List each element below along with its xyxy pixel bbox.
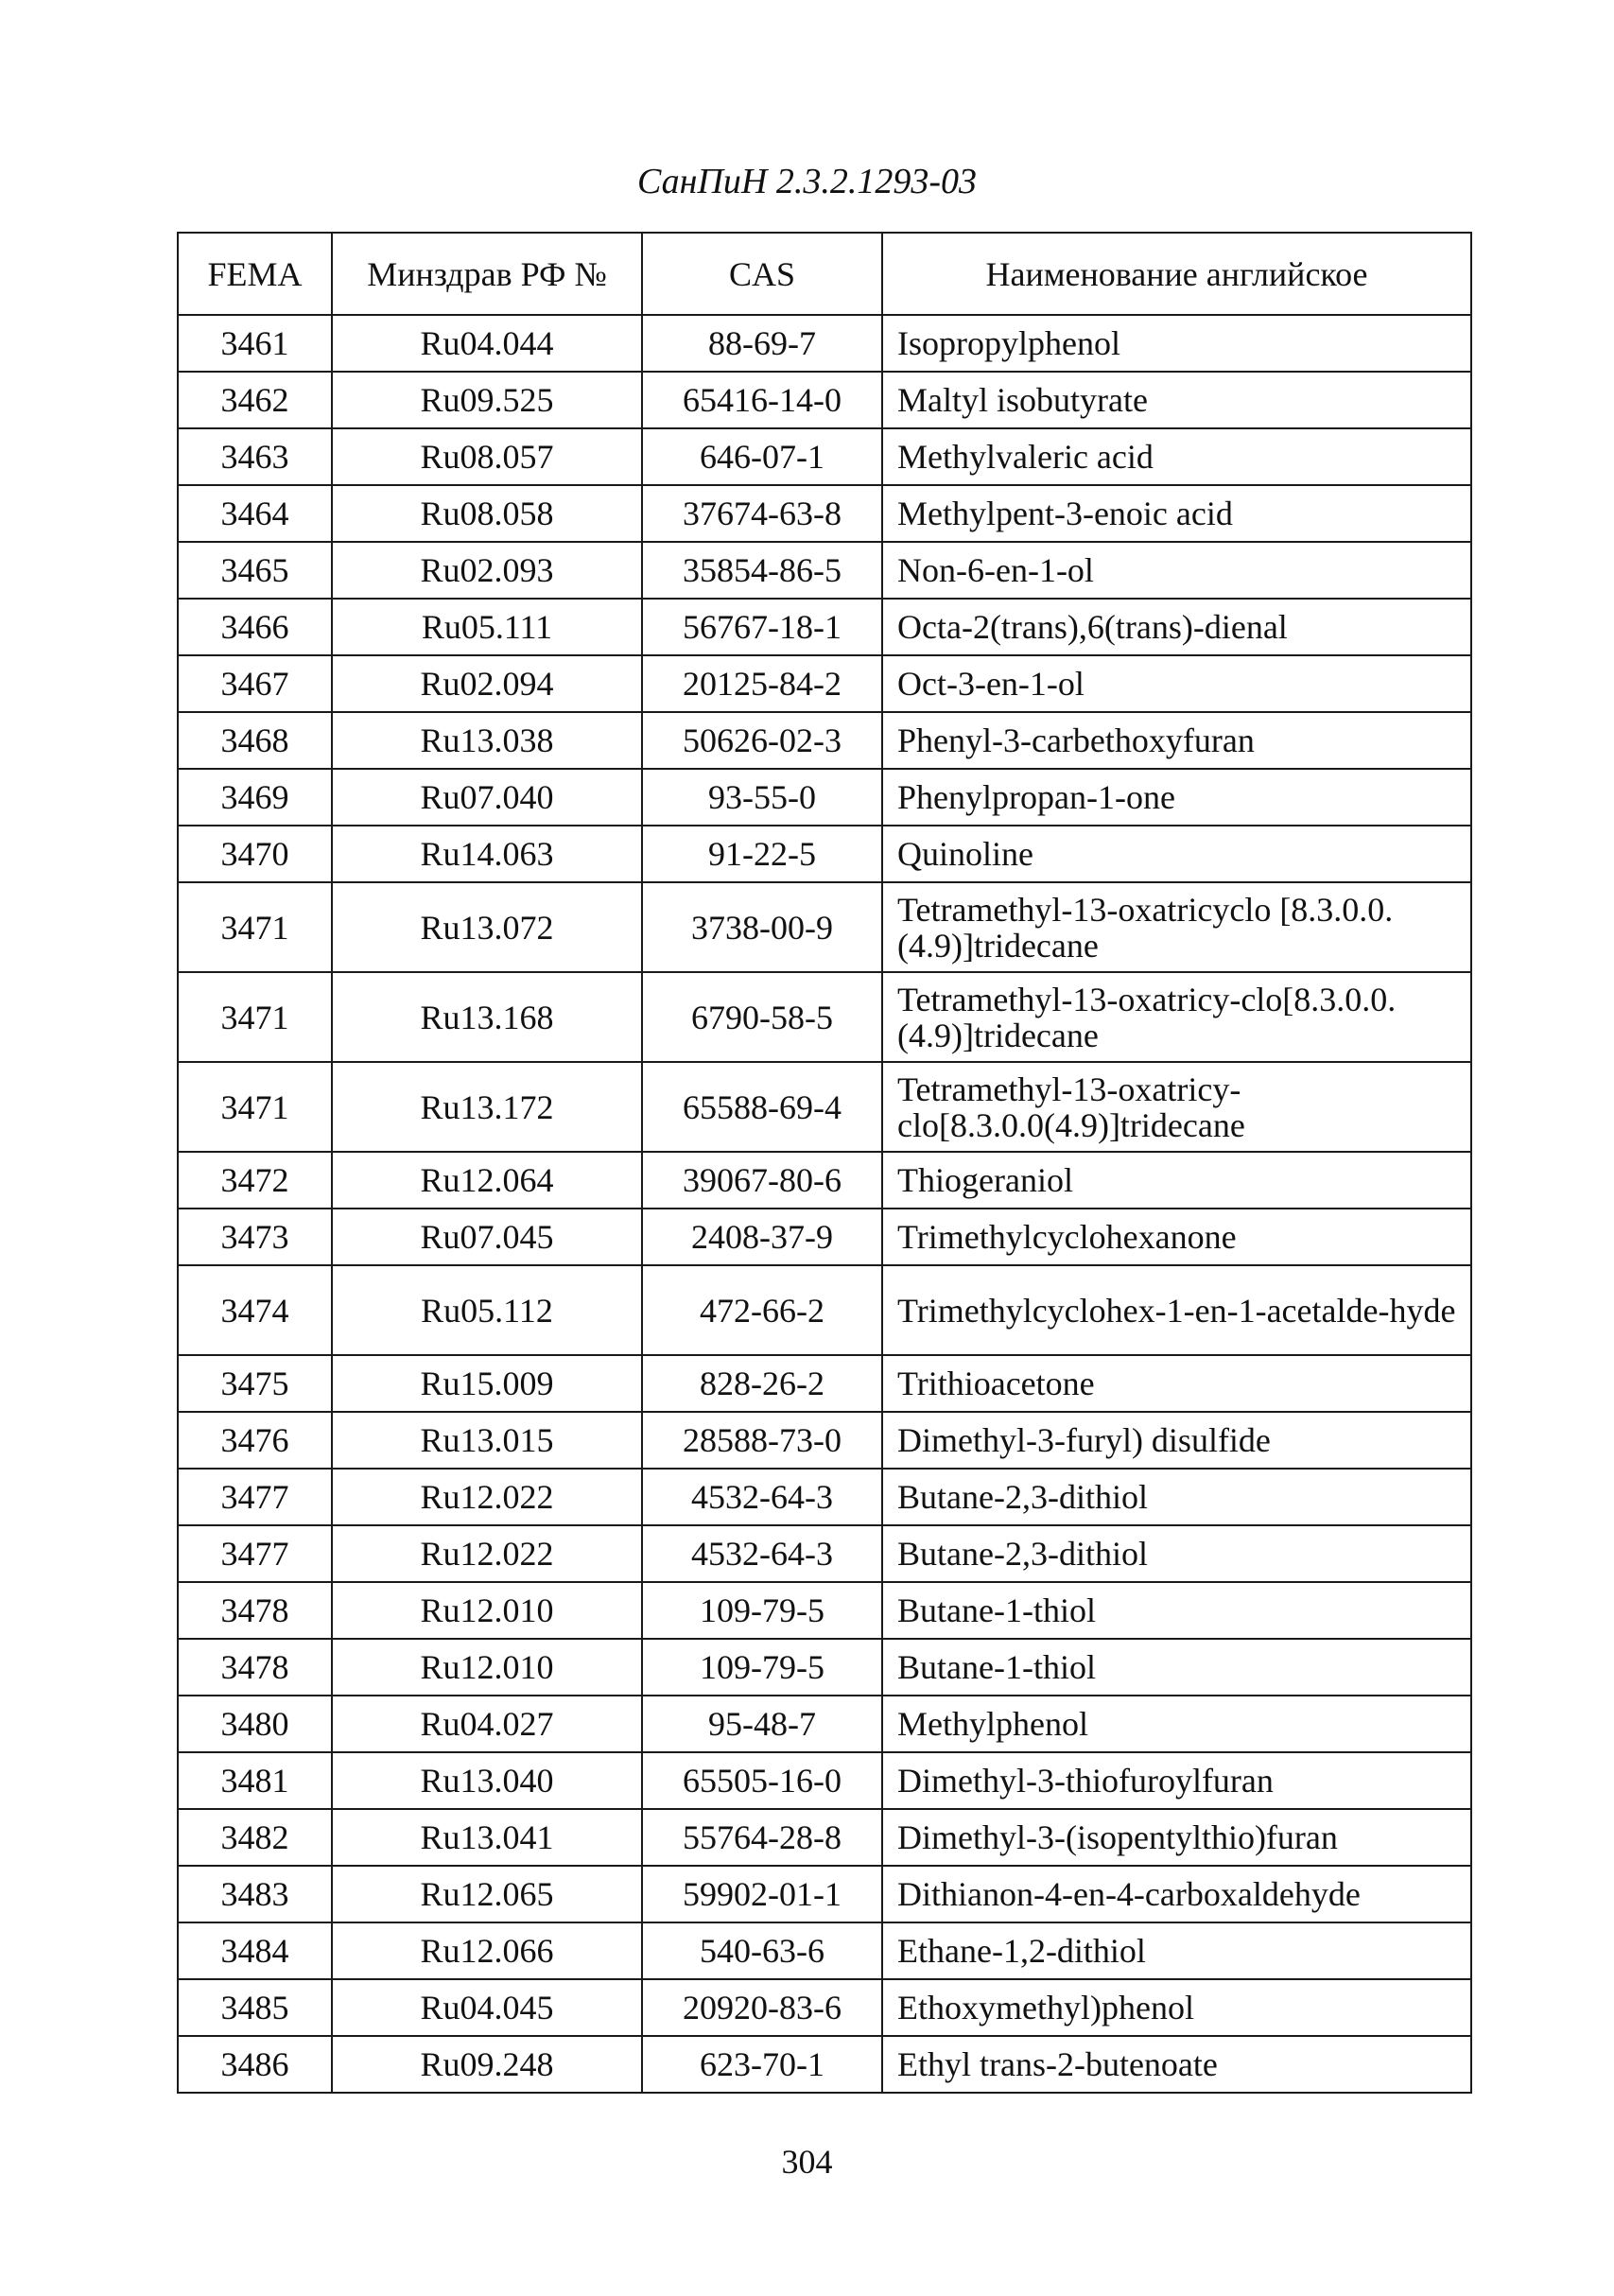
cell-fema: 3485 (178, 1979, 332, 2036)
cell-english-name: Trimethylcyclohexanone (882, 1209, 1471, 1265)
cell-minzdrav: Ru13.038 (332, 712, 642, 769)
column-header-fema: FEMA (178, 233, 332, 315)
cell-english-name: Phenylpropan-1-one (882, 769, 1471, 826)
cell-minzdrav: Ru13.015 (332, 1412, 642, 1469)
table-header-row (178, 233, 1471, 315)
cell-minzdrav: Ru13.041 (332, 1809, 642, 1866)
cell-fema: 3472 (178, 1152, 332, 1209)
cell-fema: 3463 (178, 428, 332, 485)
cell-minzdrav: Ru07.040 (332, 769, 642, 826)
cell-fema: 3461 (178, 315, 332, 372)
table-row (178, 1696, 1471, 1752)
table-row (178, 599, 1471, 655)
cell-fema: 3482 (178, 1809, 332, 1866)
cell-cas: 109-79-5 (642, 1582, 882, 1639)
cell-cas: 20125-84-2 (642, 655, 882, 712)
cell-fema: 3480 (178, 1696, 332, 1752)
column-header-cas: CAS (642, 233, 882, 315)
cell-minzdrav: Ru02.094 (332, 655, 642, 712)
cell-minzdrav: Ru14.063 (332, 826, 642, 882)
cell-fema: 3471 (178, 972, 332, 1062)
cell-english-name: Butane-1-thiol (882, 1582, 1471, 1639)
cell-english-name: Maltyl isobutyrate (882, 372, 1471, 428)
cell-fema: 3464 (178, 485, 332, 542)
cell-fema: 3478 (178, 1582, 332, 1639)
cell-fema: 3469 (178, 769, 332, 826)
cell-english-name: Methylphenol (882, 1696, 1471, 1752)
cell-cas: 95-48-7 (642, 1696, 882, 1752)
table-row (178, 1866, 1471, 1922)
cell-cas: 91-22-5 (642, 826, 882, 882)
cell-english-name: Trimethylcyclohex-1-en-1-acetalde-hyde (882, 1265, 1471, 1355)
table-row (178, 1469, 1471, 1525)
cell-fema: 3462 (178, 372, 332, 428)
cell-cas: 37674-63-8 (642, 485, 882, 542)
cell-minzdrav: Ru13.168 (332, 972, 642, 1062)
cell-cas: 472-66-2 (642, 1265, 882, 1355)
cell-cas: 65505-16-0 (642, 1752, 882, 1809)
cell-minzdrav: Ru07.045 (332, 1209, 642, 1265)
cell-english-name: Octa-2(trans),6(trans)-dienal (882, 599, 1471, 655)
table-row (178, 485, 1471, 542)
cell-cas: 20920-83-6 (642, 1979, 882, 2036)
cell-english-name: Butane-2,3-dithiol (882, 1469, 1471, 1525)
cell-cas: 35854-86-5 (642, 542, 882, 599)
cell-english-name: Tetramethyl-13-oxatricyclo [8.3.0.0.(4.9)]tridecane (882, 882, 1471, 972)
table-row (178, 428, 1471, 485)
cell-fema: 3468 (178, 712, 332, 769)
cell-cas: 4532-64-3 (642, 1525, 882, 1582)
cell-minzdrav: Ru05.111 (332, 599, 642, 655)
cell-minzdrav: Ru12.022 (332, 1525, 642, 1582)
cell-english-name: Methylpent-3-enoic acid (882, 485, 1471, 542)
cell-cas: 88-69-7 (642, 315, 882, 372)
cell-fema: 3467 (178, 655, 332, 712)
cell-minzdrav: Ru04.045 (332, 1979, 642, 2036)
table-row (178, 1525, 1471, 1582)
cell-cas: 65588-69-4 (642, 1062, 882, 1152)
cell-cas: 109-79-5 (642, 1639, 882, 1696)
cell-fema: 3466 (178, 599, 332, 655)
cell-minzdrav: Ru13.072 (332, 882, 642, 972)
cell-english-name: Butane-1-thiol (882, 1639, 1471, 1696)
cell-english-name: Trithioacetone (882, 1355, 1471, 1412)
page-title: СанПиН 2.3.2.1293-03 (637, 162, 977, 201)
table-row (178, 882, 1471, 972)
cell-cas: 93-55-0 (642, 769, 882, 826)
cell-english-name: Tetramethyl-13-oxatricy-clo[8.3.0.0.(4.9)]tridecane (882, 972, 1471, 1062)
cell-fema: 3476 (178, 1412, 332, 1469)
cell-english-name: Thiogeraniol (882, 1152, 1471, 1209)
cell-fema: 3477 (178, 1525, 332, 1582)
cell-english-name: Ethane-1,2-dithiol (882, 1922, 1471, 1979)
cell-minzdrav: Ru12.010 (332, 1582, 642, 1639)
table-row (178, 2036, 1471, 2093)
table-row (178, 1809, 1471, 1866)
column-header-english-name: Наименование английское (882, 233, 1471, 315)
cell-minzdrav: Ru08.057 (332, 428, 642, 485)
table-row (178, 655, 1471, 712)
cell-cas: 623-70-1 (642, 2036, 882, 2093)
data-table (177, 232, 1472, 2094)
cell-minzdrav: Ru15.009 (332, 1355, 642, 1412)
cell-fema: 3473 (178, 1209, 332, 1265)
cell-minzdrav: Ru02.093 (332, 542, 642, 599)
table-row (178, 972, 1471, 1062)
cell-cas: 65416-14-0 (642, 372, 882, 428)
cell-cas: 50626-02-3 (642, 712, 882, 769)
cell-minzdrav: Ru12.022 (332, 1469, 642, 1525)
cell-minzdrav: Ru09.248 (332, 2036, 642, 2093)
table-row (178, 1265, 1471, 1355)
cell-fema: 3484 (178, 1922, 332, 1979)
cell-fema: 3481 (178, 1752, 332, 1809)
cell-fema: 3486 (178, 2036, 332, 2093)
cell-fema: 3470 (178, 826, 332, 882)
cell-minzdrav: Ru12.066 (332, 1922, 642, 1979)
cell-english-name: Methylvaleric acid (882, 428, 1471, 485)
cell-cas: 59902-01-1 (642, 1866, 882, 1922)
cell-minzdrav: Ru13.040 (332, 1752, 642, 1809)
table-row (178, 1752, 1471, 1809)
table-row (178, 1582, 1471, 1639)
cell-english-name: Oct-3-en-1-ol (882, 655, 1471, 712)
cell-english-name: Phenyl-3-carbethoxyfuran (882, 712, 1471, 769)
table-row (178, 372, 1471, 428)
cell-english-name: Butane-2,3-dithiol (882, 1525, 1471, 1582)
cell-cas: 4532-64-3 (642, 1469, 882, 1525)
cell-cas: 28588-73-0 (642, 1412, 882, 1469)
table-body (178, 315, 1471, 2093)
cell-cas: 3738-00-9 (642, 882, 882, 972)
table-row (178, 1979, 1471, 2036)
cell-english-name: Dimethyl-3-(isopentylthio)furan (882, 1809, 1471, 1866)
cell-minzdrav: Ru08.058 (332, 485, 642, 542)
cell-english-name: Dimethyl-3-thiofuroylfuran (882, 1752, 1471, 1809)
cell-cas: 646-07-1 (642, 428, 882, 485)
cell-english-name: Dimethyl-3-furyl) disulfide (882, 1412, 1471, 1469)
table-row (178, 1152, 1471, 1209)
cell-cas: 56767-18-1 (642, 599, 882, 655)
cell-cas: 55764-28-8 (642, 1809, 882, 1866)
table-row (178, 1355, 1471, 1412)
cell-fema: 3483 (178, 1866, 332, 1922)
cell-minzdrav: Ru12.064 (332, 1152, 642, 1209)
table-row (178, 769, 1471, 826)
cell-cas: 39067-80-6 (642, 1152, 882, 1209)
cell-fema: 3471 (178, 882, 332, 972)
table-row (178, 712, 1471, 769)
cell-minzdrav: Ru09.525 (332, 372, 642, 428)
cell-english-name: Tetramethyl-13-oxatricy-clo[8.3.0.0(4.9)]tridecane (882, 1062, 1471, 1152)
table-row (178, 1639, 1471, 1696)
cell-minzdrav: Ru04.027 (332, 1696, 642, 1752)
cell-fema: 3465 (178, 542, 332, 599)
table-row (178, 1922, 1471, 1979)
flavoring-table (177, 232, 1470, 2094)
cell-cas: 828-26-2 (642, 1355, 882, 1412)
cell-fema: 3471 (178, 1062, 332, 1152)
table-row (178, 826, 1471, 882)
table-row (178, 1062, 1471, 1152)
page-number: 304 (781, 2143, 833, 2181)
cell-cas: 2408-37-9 (642, 1209, 882, 1265)
column-header-minzdrav: Минздрав РФ № (332, 233, 642, 315)
table-row (178, 315, 1471, 372)
cell-english-name: Non-6-en-1-ol (882, 542, 1471, 599)
cell-english-name: Dithianon-4-en-4-carboxaldehyde (882, 1866, 1471, 1922)
table-row (178, 1412, 1471, 1469)
cell-minzdrav: Ru12.010 (332, 1639, 642, 1696)
cell-minzdrav: Ru05.112 (332, 1265, 642, 1355)
cell-fema: 3474 (178, 1265, 332, 1355)
cell-english-name: Ethyl trans-2-butenoate (882, 2036, 1471, 2093)
table-row (178, 1209, 1471, 1265)
cell-minzdrav: Ru13.172 (332, 1062, 642, 1152)
cell-english-name: Quinoline (882, 826, 1471, 882)
table-row (178, 542, 1471, 599)
cell-minzdrav: Ru12.065 (332, 1866, 642, 1922)
cell-english-name: Ethoxymethyl)phenol (882, 1979, 1471, 2036)
cell-fema: 3477 (178, 1469, 332, 1525)
cell-english-name: Isopropylphenol (882, 315, 1471, 372)
cell-cas: 6790-58-5 (642, 972, 882, 1062)
cell-fema: 3478 (178, 1639, 332, 1696)
cell-cas: 540-63-6 (642, 1922, 882, 1979)
cell-fema: 3475 (178, 1355, 332, 1412)
cell-minzdrav: Ru04.044 (332, 315, 642, 372)
